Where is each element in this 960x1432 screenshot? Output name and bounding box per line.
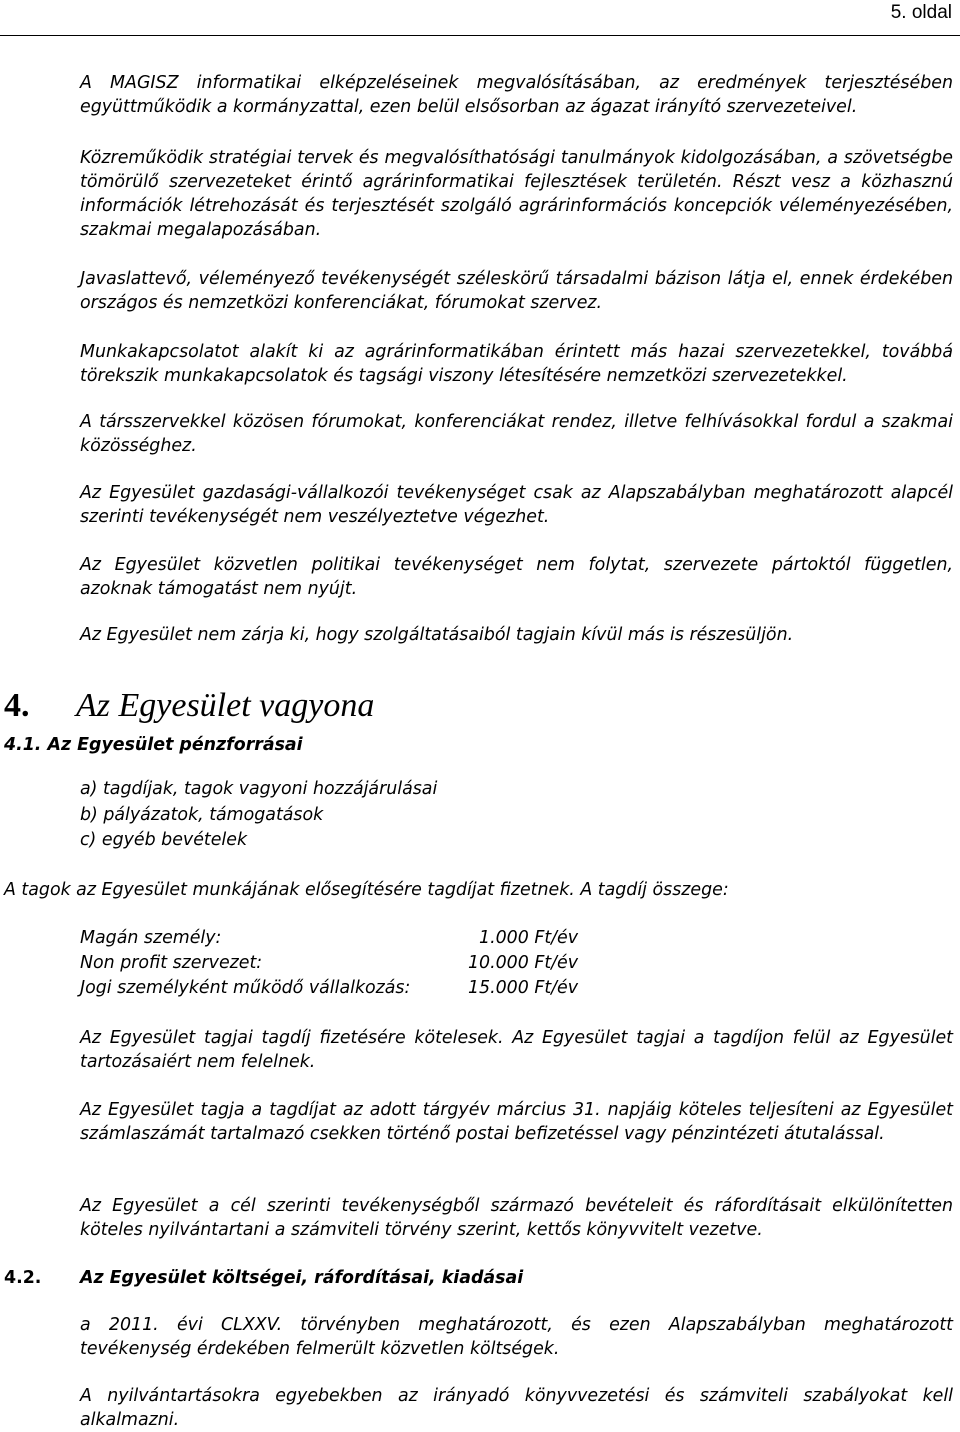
fee-table <box>80 926 578 1001</box>
paragraph-accounting: Az Egyesület a cél szerinti tevékenységből származó bevételeit és ráfordításait elkülönítetten köteles nyilvántartani a számviteli törvény szerint, kettős könyvvitelt vezetve. <box>80 1196 953 1240</box>
paragraph-fee-deadline: Az Egyesület tagja a tagdíjat az adott tárgyév március 31. napjáig köteles teljesíteni az Egyesület számlaszámát tartalmazó csekken történő postai befizetéssel vagy pénzintézeti átutalással. <box>80 1100 953 1144</box>
fee-label: Magán személy: <box>80 928 222 948</box>
paragraph-bookkeeping-rules: A nyilvántartásokra egyebekben az irányadó könyvvezetési és számviteli szabályokat kell alkalmazni. <box>80 1386 953 1430</box>
paragraph-direct-costs: a 2011. évi CLXXV. törvényben meghatározott, és ezen Alapszabályban meghatározott tevékenység érdekében felmerült közvetlen költségek. <box>80 1315 953 1359</box>
subsection-heading-costs <box>4 1266 523 1290</box>
fee-label: Non profit szervezet: <box>80 953 263 973</box>
subsection-number: 4.1. <box>4 735 42 755</box>
subsection-heading-funding <box>4 733 303 757</box>
list-item: b) pályázatok, támogatások <box>80 804 324 825</box>
fee-row <box>80 976 578 1001</box>
section-heading <box>4 685 374 727</box>
paragraph-conferences: Javaslattevő, véleményező tevékenységét széleskörű társadalmi bázison látja el, ennek érdekében országos és nemzetközi konferenciákat, fórumokat szervez. <box>80 269 953 313</box>
fee-row <box>80 926 578 951</box>
section-title: Az Egyesület vagyona <box>76 687 375 724</box>
paragraph-strategy: Közreműködik stratégiai tervek és megvalósíthatósági tanulmányok kidolgozásában, a szövetségbe tömörülő szervezeteket érintő agrárinformatikai fejlesztések területén. Részt vesz a közhasznú információk létrehozását és terjesztését szolgáló agrárinformációs koncepciók véleményezésében, szakmai megalapozásában. <box>80 148 953 240</box>
page-number: 5. oldal <box>890 2 952 23</box>
fee-amount: 1.000 Ft/év <box>479 928 578 948</box>
header-rule <box>0 35 960 36</box>
paragraph-services: Az Egyesület nem zárja ki, hogy szolgáltatásaiból tagjain kívül más is részesüljön. <box>80 625 794 645</box>
fee-amount: 15.000 Ft/év <box>467 978 578 998</box>
list-item: c) egyéb bevételek <box>80 830 248 850</box>
fee-intro: A tagok az Egyesület munkájának elősegítésére tagdíjat fizetnek. A tagdíj összege: <box>4 880 729 900</box>
fee-amount: 10.000 Ft/év <box>467 953 578 973</box>
paragraph-fee-obligation: Az Egyesület tagjai tagdíj fizetésére kötelesek. Az Egyesület tagjai a tagdíjon felül az Egyesület tartozásaiért nem felelnek. <box>80 1028 953 1072</box>
list-item: a) tagdíjak, tagok vagyoni hozzájárulásai <box>80 779 438 799</box>
paragraph-work-relations: Munkakapcsolatot alakít ki az agrárinformatikában érintett más hazai szervezetekkel, továbbá törekszik munkakapcsolatok és tagsági viszony létesítésére nemzetközi szervezetekkel. <box>80 342 953 386</box>
fee-row <box>80 951 578 976</box>
paragraph-economic-activity: Az Egyesület gazdasági-vállalkozói tevékenységet csak az Alapszabályban meghatározott alapcél szerinti tevékenységét nem veszélyeztetve végezhet. <box>80 483 953 527</box>
funding-sources-list <box>80 777 437 854</box>
paragraph-politics: Az Egyesület közvetlen politikai tevékenységet nem folytat, szervezete pártoktól független, azoknak támogatást nem nyújt. <box>80 555 953 599</box>
paragraph-forums: A társszervekkel közösen fórumokat, konferenciákat rendez, illetve felhívásokkal fordul a szakmai közösséghez. <box>80 412 953 456</box>
section-number: 4. <box>4 687 30 724</box>
subsection-number: 4.2. <box>4 1268 42 1288</box>
subsection-title: Az Egyesület pénzforrásai <box>47 735 303 755</box>
fee-label: Jogi személyként működő vállalkozás: <box>80 978 411 998</box>
subsection-title: Az Egyesület költségei, ráfordításai, kiadásai <box>80 1268 524 1288</box>
paragraph-magisz-cooperation: A MAGISZ informatikai elképzeléseinek megvalósításában, az eredmények terjesztésében együttműködik a kormányzattal, ezen belül elsősorban az ágazat irányító szervezeteivel. <box>80 73 953 117</box>
